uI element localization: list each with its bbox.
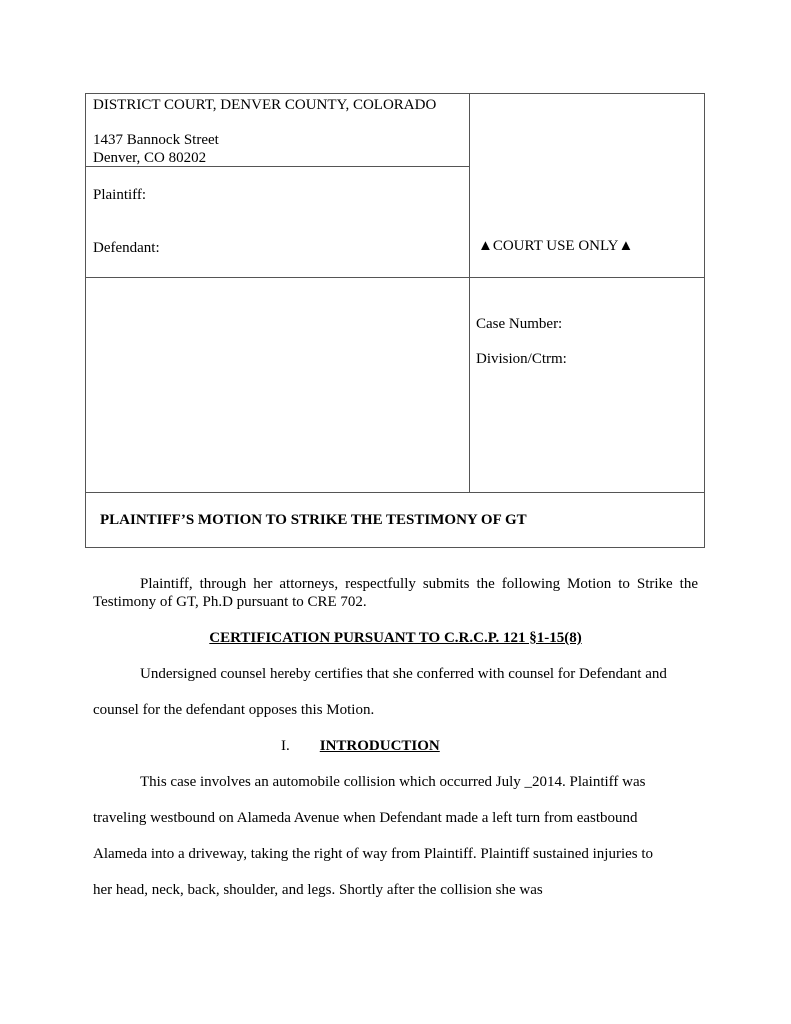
caption-title-divider (86, 492, 704, 493)
introduction-line: her head, neck, back, shoulder, and legs. Shortly after the collision she was (93, 882, 543, 898)
caption-vertical-divider (469, 94, 470, 492)
plaintiff-label: Plaintiff: (93, 187, 147, 203)
certification-line: counsel for the defendant opposes this Motion. (93, 702, 375, 718)
court-name: DISTRICT COURT, DENVER COUNTY, COLORADO (93, 97, 437, 113)
section-heading (281, 737, 440, 755)
court-address-line2: Denver, CO 80202 (93, 150, 207, 166)
introduction-line: Alameda into a driveway, taking the right of way from Plaintiff. Plaintiff sustained injuries to (93, 846, 654, 862)
case-caption-box (85, 93, 705, 548)
intro-paragraph: Plaintiff, through her attorneys, respectfully submits the following Motion to Strike the Testimony of GT, Ph.D pursuant to CRE 702. (93, 576, 698, 610)
certification-heading: CERTIFICATION PURSUANT TO C.R.C.P. 121 §1-15(8) (209, 630, 582, 646)
case-number-label: Case Number: (476, 316, 563, 332)
defendant-label: Defendant: (93, 240, 160, 256)
division-label: Division/Ctrm: (476, 351, 567, 367)
certification-line: Undersigned counsel hereby certifies that she conferred with counsel for Defendant and (140, 666, 667, 682)
introduction-line: This case involves an automobile collision which occurred July _2014. Plaintiff was (140, 774, 646, 790)
introduction-line: traveling westbound on Alameda Avenue when Defendant made a left turn from eastbound (93, 810, 638, 826)
court-address-line1: 1437 Bannock Street (93, 132, 219, 148)
caption-parties-divider (86, 277, 704, 278)
section-number: I. (281, 738, 290, 754)
motion-title: PLAINTIFF’S MOTION TO STRIKE THE TESTIMONY OF GT (100, 512, 527, 528)
section-title: INTRODUCTION (319, 738, 440, 754)
court-use-only-label: ▲COURT USE ONLY▲ (478, 238, 634, 254)
